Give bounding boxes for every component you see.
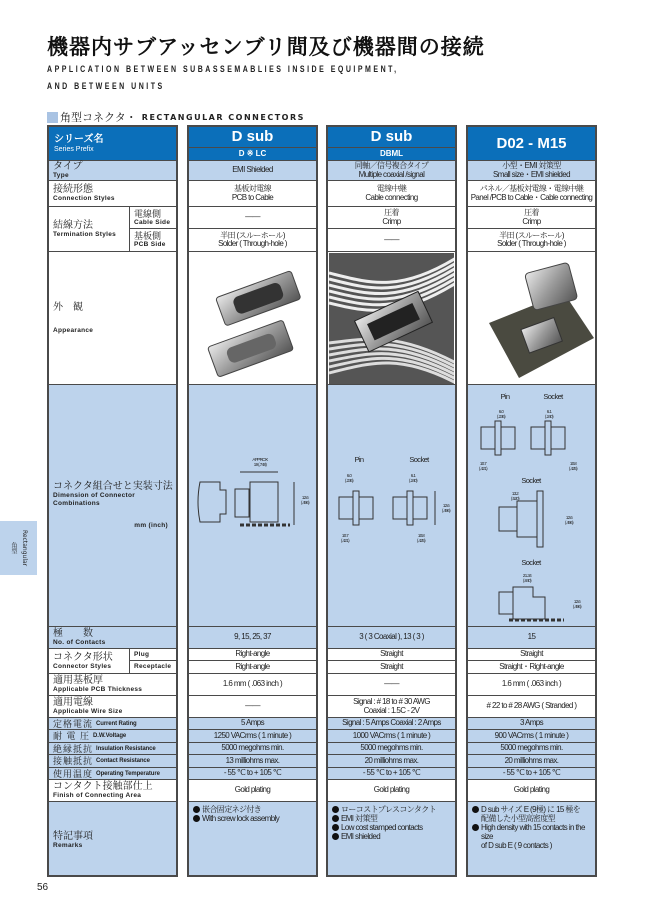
value-cell: —— bbox=[189, 696, 316, 718]
dimension-label: 10.7 (.421) bbox=[340, 532, 350, 543]
remark-item: 嵌合固定ネジ付き bbox=[193, 805, 312, 814]
remark-item: D sub サイズ E (9極) に 15 極を bbox=[472, 805, 591, 814]
contacts-label-text bbox=[49, 628, 106, 647]
dimension-label-en: Dimension of Connector Combinations bbox=[53, 492, 136, 507]
value-cell: Gold plating bbox=[328, 780, 455, 802]
label-termination-cable bbox=[129, 207, 176, 229]
value-cell: 3 Amps bbox=[468, 718, 595, 730]
dimension-label: Socket bbox=[521, 557, 541, 567]
value-cell: Straight・Right-angle bbox=[468, 661, 595, 674]
label-wire-size bbox=[49, 696, 176, 718]
contacts-label-en: No. of Contacts bbox=[53, 639, 106, 646]
dimension-svg bbox=[469, 387, 594, 625]
label-insulation bbox=[49, 743, 176, 755]
temperature-label-en: Operating Temperature bbox=[96, 770, 160, 777]
connection-label-text bbox=[49, 184, 115, 203]
temperature-label-text bbox=[49, 769, 160, 779]
side-tab bbox=[0, 521, 37, 575]
dimension-label: 12.6 (.496) bbox=[572, 598, 582, 609]
series-subname: D ※ LC bbox=[189, 147, 316, 161]
side-tab-en: Rectangular bbox=[21, 529, 28, 567]
d02-m15-board-photo bbox=[469, 253, 594, 384]
termination-label-ja: 結線方法 bbox=[53, 219, 93, 231]
section-heading bbox=[47, 109, 305, 125]
dimension-label: 6.0 (.236) bbox=[496, 408, 506, 419]
remark-item: With screw lock assembly bbox=[193, 814, 312, 823]
value-cell: 1000 VACrms ( 1 minute ) bbox=[328, 730, 455, 743]
value-cell: 小型・EMI 対策型 Small size・EMI shielded bbox=[468, 161, 595, 181]
value-cell: —— bbox=[328, 674, 455, 696]
appearance-photo bbox=[328, 252, 455, 385]
dimension-label: Socket bbox=[409, 454, 429, 464]
cable-sublabel-ja: 電線側 bbox=[134, 208, 162, 219]
remark-item: EMI shielded bbox=[332, 832, 451, 841]
unit-label: mm (inch) bbox=[134, 522, 168, 529]
remarks-cell bbox=[328, 802, 455, 877]
value-cell: 900 VACrms ( 1 minute ) bbox=[468, 730, 595, 743]
dimension-label: 10.7 (.421) bbox=[478, 460, 488, 471]
label-pcb-thickness bbox=[49, 674, 176, 696]
connection-label-ja: 接続形態 bbox=[53, 184, 93, 195]
type-label-text bbox=[49, 161, 83, 180]
value-cell: - 55 ℃ to + 105 ℃ bbox=[468, 768, 595, 780]
series-label-ja: シリーズ名 bbox=[54, 133, 104, 145]
value-cell: 9, 15, 25, 37 bbox=[189, 627, 316, 649]
section-title-ja: 角型コネクタ・ bbox=[60, 111, 137, 124]
pcb-thickness-label-ja: 適用基板厚 bbox=[53, 675, 103, 686]
insulation-label-ja: 絶縁抵抗 bbox=[53, 743, 94, 754]
value-cell: Right-angle bbox=[189, 649, 316, 661]
series-label-en: Series Prefix bbox=[54, 145, 94, 153]
value-cell: 圧着 Crimp bbox=[328, 207, 455, 229]
remark-item: High density with 15 contacts in the size bbox=[472, 823, 591, 841]
value-cell: 20 milliohms max. bbox=[468, 755, 595, 768]
dimension-svg bbox=[329, 387, 454, 625]
value-cell: - 55 ℃ to + 105 ℃ bbox=[328, 768, 455, 780]
value-cell: Signal : 5 Amps Coaxial : 2 Amps bbox=[328, 718, 455, 730]
dimension-label: Socket bbox=[543, 391, 563, 401]
appearance-label-ja: 外 観 bbox=[53, 301, 83, 313]
label-remarks bbox=[49, 802, 176, 877]
value-cell: 1.6 mm ( .063 inch ) bbox=[189, 674, 316, 696]
current-label-ja: 定格電流 bbox=[53, 718, 94, 729]
label-contact-res bbox=[49, 755, 176, 768]
label-temperature bbox=[49, 768, 176, 780]
current-label-en: Current Rating bbox=[96, 720, 137, 727]
value-cell: 3 ( 3 Coaxial ), 13 ( 3 ) bbox=[328, 627, 455, 649]
dbml-cable-photo bbox=[329, 253, 454, 384]
finish-label-ja: コンタクト接触部仕上 bbox=[53, 781, 153, 792]
series-name: D02 - M15 bbox=[468, 127, 595, 161]
dimension-label: Socket bbox=[521, 475, 541, 485]
pcb-sublabel-en: PCB Side bbox=[134, 241, 166, 248]
temperature-label-ja: 使用温度 bbox=[53, 768, 94, 779]
series-name: D sub bbox=[328, 127, 455, 147]
dimension-label: 6.1 (.240) bbox=[408, 472, 418, 483]
contact-res-label-ja: 接触抵抗 bbox=[53, 756, 94, 766]
label-column bbox=[47, 125, 178, 877]
dimension-label: 13.2 (.520) bbox=[510, 490, 520, 501]
pcb-thickness-label-text bbox=[49, 675, 142, 694]
value-cell: Right-angle bbox=[189, 661, 316, 674]
value-cell: Straight bbox=[468, 649, 595, 661]
dimension-label: 12.6 (.496) bbox=[441, 502, 451, 513]
dimension-label: 10.8 (.425) bbox=[568, 460, 578, 471]
wire-size-label-en: Applicable Wire Size bbox=[53, 708, 123, 715]
cable-sublabel-en: Cable Side bbox=[134, 218, 171, 226]
dimension-label: 12.6 (.496) bbox=[300, 494, 310, 505]
contacts-label-ja: 極 数 bbox=[53, 628, 93, 639]
finish-label-en: Finish of Connecting Area bbox=[53, 792, 142, 799]
column-dsub-dlc bbox=[187, 125, 318, 877]
wire-size-label-text bbox=[49, 697, 123, 716]
column-d02-m15 bbox=[466, 125, 597, 877]
label-connection bbox=[49, 181, 176, 207]
value-cell: Gold plating bbox=[189, 780, 316, 802]
value-cell: EMI Shielded bbox=[189, 161, 316, 181]
value-cell: - 55 ℃ to + 105 ℃ bbox=[189, 768, 316, 780]
termination-label-text bbox=[49, 220, 129, 239]
label-current bbox=[49, 718, 176, 730]
dimension-label: 21.34 (.840) bbox=[522, 572, 532, 583]
label-dimension bbox=[49, 385, 176, 627]
section-title-en: RECTANGULAR CONNECTORS bbox=[141, 112, 305, 122]
dimension-label: APPROX 19 (.748) bbox=[252, 456, 268, 467]
dsub-connector-photo bbox=[190, 253, 315, 384]
page-title: 機器内サブアッセンブリ間及び機器間の接続 bbox=[47, 35, 485, 59]
dimension-label-text bbox=[49, 481, 173, 530]
remarks-cell bbox=[468, 802, 595, 877]
value-cell: 20 milliohms max. bbox=[328, 755, 455, 768]
connection-label-en: Connection Styles bbox=[53, 195, 115, 202]
value-cell: 半田 (スルーホール) Solder ( Through-hole ) bbox=[468, 229, 595, 252]
dimension-drawing bbox=[468, 385, 595, 627]
remarks-label-text bbox=[49, 831, 93, 850]
label-connector-styles-plug bbox=[129, 649, 176, 661]
remarks-label-ja: 特記事項 bbox=[53, 830, 93, 842]
value-cell: 同軸／信号複合タイプ Multiple coaxial /signal bbox=[328, 161, 455, 181]
finish-label-text bbox=[49, 781, 153, 800]
receptacle-sublabel-en: Receptacle bbox=[134, 663, 172, 670]
value-cell: 13 milliohms max. bbox=[189, 755, 316, 768]
receptacle-sublabel bbox=[130, 663, 171, 671]
connector-styles-label-ja: コネクタ形状 bbox=[53, 651, 113, 663]
label-voltage bbox=[49, 730, 176, 743]
label-finish bbox=[49, 780, 176, 802]
page-subtitle-en: APPLICATION BETWEEN SUBASSEMABLIES INSIDE EQUIPMENT, AND BETWEEN UNITS bbox=[47, 64, 399, 91]
appearance-label-text bbox=[49, 302, 93, 335]
value-cell: 半田 (スルーホール) Solder ( Through-hole ) bbox=[189, 229, 316, 252]
side-tab-ja: 角型 bbox=[10, 542, 17, 554]
column-dsub-dbml bbox=[326, 125, 457, 877]
contact-res-label-en: Contact Resistance bbox=[96, 758, 150, 764]
value-cell: 1.6 mm ( .063 inch ) bbox=[468, 674, 595, 696]
wire-size-label-ja: 適用電線 bbox=[53, 697, 93, 708]
value-cell: 5000 megohms min. bbox=[328, 743, 455, 755]
label-appearance bbox=[49, 252, 176, 385]
appearance-label-en: Appearance bbox=[53, 326, 94, 334]
pcb-sublabel bbox=[130, 231, 166, 249]
value-cell: 5000 megohms min. bbox=[468, 743, 595, 755]
value-cell: —— bbox=[189, 207, 316, 229]
cable-sublabel bbox=[130, 209, 170, 227]
value-cell: Straight bbox=[328, 649, 455, 661]
voltage-label-ja: 耐 電 圧 bbox=[53, 731, 91, 741]
connector-styles-label-text bbox=[49, 652, 129, 671]
label-termination-pcb bbox=[129, 229, 176, 252]
dimension-drawing bbox=[189, 385, 316, 627]
series-label-cell bbox=[49, 127, 176, 161]
remark-item: 配備した小型高密度型 bbox=[481, 814, 555, 823]
current-label-text bbox=[49, 719, 137, 729]
series-name: D sub bbox=[189, 127, 316, 147]
dimension-label: 6.1 (.240) bbox=[544, 408, 554, 419]
value-cell: 基板対電線 PCB to Cable bbox=[189, 181, 316, 207]
plug-sublabel bbox=[130, 651, 149, 659]
value-cell: 電線中継 Cable connecting bbox=[328, 181, 455, 207]
insulation-label-text bbox=[49, 744, 156, 754]
value-cell: Straight bbox=[328, 661, 455, 674]
voltage-label-text bbox=[49, 731, 126, 741]
value-cell: パネル／基板対電線・電線中継 Panel /PCB to Cable・Cable connecting bbox=[468, 181, 595, 207]
dimension-label: 10.8 (.425) bbox=[416, 532, 426, 543]
pcb-thickness-label-en: Applicable PCB Thickness bbox=[53, 686, 143, 693]
value-cell: 1250 VACrms ( 1 minute ) bbox=[189, 730, 316, 743]
appearance-photo bbox=[468, 252, 595, 385]
remark-item: of D sub E ( 9 contacts ) bbox=[481, 841, 552, 850]
value-cell: Gold plating bbox=[468, 780, 595, 802]
dimension-svg bbox=[190, 387, 315, 625]
value-cell: 圧着 Crimp bbox=[468, 207, 595, 229]
label-type bbox=[49, 161, 176, 181]
value-cell: Signal : # 18 to # 30 AWG Coaxial : 1.5C - 2V bbox=[328, 696, 455, 718]
label-contacts bbox=[49, 627, 176, 649]
voltage-label-en: D.W.Voltage bbox=[93, 733, 127, 739]
dimension-label: Pin bbox=[354, 454, 364, 464]
dimension-label: 12.6 (.496) bbox=[564, 514, 574, 525]
termination-label-en: Termination Styles bbox=[53, 230, 117, 238]
remarks-label-en: Remarks bbox=[53, 841, 83, 849]
contact-res-label-text bbox=[49, 756, 150, 766]
connector-styles-label-en: Connector Styles bbox=[53, 662, 112, 670]
dimension-label: Pin bbox=[500, 391, 510, 401]
type-label-en: Type bbox=[53, 172, 69, 179]
remark-item: ローコストプレスコンタクト bbox=[332, 805, 451, 814]
type-label-ja: タイプ bbox=[53, 161, 83, 172]
remark-item: EMI 対策型 bbox=[332, 814, 451, 823]
square-bullet-icon bbox=[47, 112, 58, 123]
value-cell: 5000 megohms min. bbox=[189, 743, 316, 755]
plug-sublabel-en: Plug bbox=[134, 650, 150, 658]
value-cell: —— bbox=[328, 229, 455, 252]
remark-item: Low cost stamped contacts bbox=[332, 823, 451, 832]
label-connector-styles-receptacle bbox=[129, 661, 176, 674]
appearance-photo bbox=[189, 252, 316, 385]
value-cell: 15 bbox=[468, 627, 595, 649]
series-label bbox=[50, 134, 104, 154]
insulation-label-en: Insulation Resistance bbox=[96, 745, 156, 752]
value-cell: # 22 to # 28 AWG ( Stranded ) bbox=[468, 696, 595, 718]
series-subname: DBML bbox=[328, 147, 455, 161]
remarks-cell bbox=[189, 802, 316, 877]
dimension-label: 6.0 (.236) bbox=[344, 472, 354, 483]
value-cell: 5 Amps bbox=[189, 718, 316, 730]
dimension-label-ja: コネクタ組合せと実装寸法 bbox=[53, 481, 173, 492]
pcb-sublabel-ja: 基板側 bbox=[134, 231, 162, 241]
dimension-drawing bbox=[328, 385, 455, 627]
page-number: 56 bbox=[37, 882, 49, 893]
